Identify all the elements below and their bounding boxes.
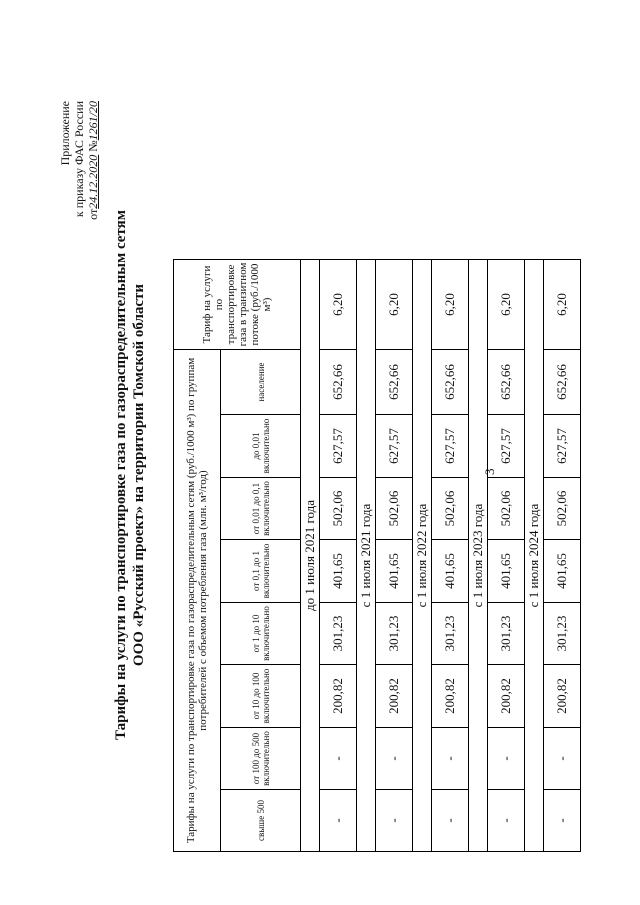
table-cell: - [376, 790, 413, 852]
table-cell: 301,23 [488, 603, 525, 665]
table-row [320, 260, 357, 852]
table-cell: - [376, 728, 413, 790]
column-header: от 0,1 до 1 включительно [221, 540, 301, 603]
table-cell: - [432, 790, 469, 852]
section-row [301, 260, 320, 852]
section-label: с 1 июля 2024 года [525, 260, 544, 852]
column-header: от 100 до 500 включительно [221, 728, 301, 790]
table-row [376, 260, 413, 852]
table-cell: 502,06 [320, 478, 357, 540]
table-body [301, 260, 581, 852]
column-header: свыше 500 [221, 790, 301, 852]
table-row [488, 260, 525, 852]
table-cell: 502,06 [432, 478, 469, 540]
table-cell: 200,82 [488, 665, 525, 728]
column-header: от 1 до 10 включительно [221, 603, 301, 665]
table-cell: 200,82 [544, 665, 581, 728]
table-cell: 401,65 [376, 540, 413, 603]
title-line-1: Тарифы на услуги по транспортировке газа по газораспределительным сетям [113, 210, 129, 740]
section-row [357, 260, 376, 852]
appendix-block [58, 101, 100, 251]
table-row [544, 260, 581, 852]
page-number: 3 [482, 468, 497, 475]
tariff-table [173, 259, 581, 852]
section-label: с 1 июля 2021 года [357, 260, 376, 852]
table-cell: 502,06 [488, 478, 525, 540]
table-cell: 652,66 [432, 350, 469, 415]
appendix-date-line [86, 101, 100, 251]
table-cell: 627,57 [376, 415, 413, 478]
table-cell: 652,66 [488, 350, 525, 415]
section-label: с 1 июля 2022 года [413, 260, 432, 852]
section-row [469, 260, 488, 852]
table-row [432, 260, 469, 852]
column-header: до 0,01 включительно [221, 415, 301, 478]
section-row [525, 260, 544, 852]
table-cell: 200,82 [320, 665, 357, 728]
table-cell: 502,06 [544, 478, 581, 540]
table-cell: 6,20 [488, 260, 525, 350]
table-cell: 6,20 [320, 260, 357, 350]
column-header: от 10 до 100 включительно [221, 665, 301, 728]
appendix-order-ref: к приказу ФАС России [72, 101, 86, 218]
date-prefix: от [86, 208, 100, 220]
table-cell: 6,20 [376, 260, 413, 350]
document-title [112, 165, 148, 785]
table-cell: 652,66 [544, 350, 581, 415]
order-number: 1261/20 [86, 101, 100, 141]
table-cell: 652,66 [320, 350, 357, 415]
table-cell: 627,57 [432, 415, 469, 478]
order-date: 24.12.2020 [86, 154, 100, 209]
table-cell: - [320, 790, 357, 852]
section-row [413, 260, 432, 852]
table-cell: 301,23 [544, 603, 581, 665]
table-cell: 627,57 [320, 415, 357, 478]
table-cell: 401,65 [544, 540, 581, 603]
column-header: от 0,01 до 0,1 включительно [221, 478, 301, 540]
appendix-label: Приложение [58, 101, 72, 166]
table-cell: 401,65 [432, 540, 469, 603]
section-label: с 1 июля 2023 года [469, 260, 488, 852]
table-cell: - [488, 728, 525, 790]
table-cell: - [544, 790, 581, 852]
table-cell: 200,82 [432, 665, 469, 728]
transit-header: Тариф на услуги по транспортировке газа в транзитном потоке (руб./1000 м³) [174, 260, 301, 350]
table-cell: 200,82 [376, 665, 413, 728]
table-cell: 401,65 [488, 540, 525, 603]
table-cell: 301,23 [320, 603, 357, 665]
table-cell: - [432, 728, 469, 790]
table-cell: 301,23 [376, 603, 413, 665]
number-prefix: № [86, 140, 100, 152]
table-cell: - [320, 728, 357, 790]
table-cell: 401,65 [320, 540, 357, 603]
table-cell: 652,66 [376, 350, 413, 415]
table-cell: 6,20 [432, 260, 469, 350]
table-cell: - [488, 790, 525, 852]
table-cell: 627,57 [488, 415, 525, 478]
table-cell: 502,06 [376, 478, 413, 540]
title-line-2: ООО «Русский проект» на территории Томской области [131, 283, 147, 667]
table-cell: 6,20 [544, 260, 581, 350]
section-label: до 1 июля 2021 года [301, 260, 320, 852]
table-cell: - [544, 728, 581, 790]
table-cell: 301,23 [432, 603, 469, 665]
column-header: население [221, 350, 301, 415]
table-cell: 627,57 [544, 415, 581, 478]
group-header: Тарифы на услуги по транспортировке газа по газораспределительным сетям (руб./1000 м³) по группам потребителей с объемом потребления газа (млн. м³/год) [174, 350, 221, 852]
